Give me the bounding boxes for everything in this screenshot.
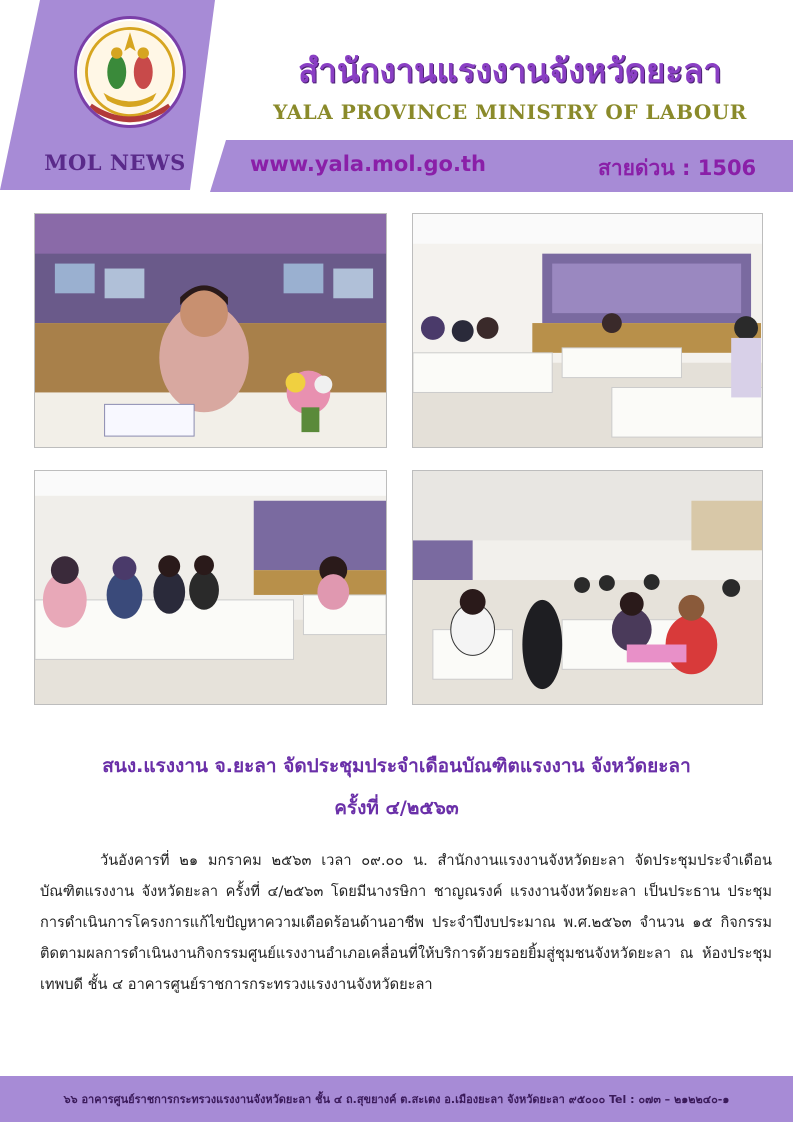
article-headline: สนง.แรงงาน จ.ยะลา จัดประชุมประจำเดือนบัณฑิตแรงงาน จังหวัดยะลา — [102, 755, 691, 777]
website-link[interactable]: www.yala.mol.go.th — [250, 152, 486, 176]
meeting-photo-chair — [34, 213, 387, 448]
meeting-photo-session — [412, 470, 763, 705]
mol-news-badge: MOL NEWS — [44, 150, 186, 175]
ministry-logo — [74, 16, 186, 128]
article-headline-session: ครั้งที่ ๔/๒๕๖๓ — [334, 797, 459, 819]
footer-bar — [0, 1076, 793, 1122]
meeting-photo-room — [412, 213, 763, 448]
footer-address: ๖๖ อาคารศูนย์ราชการกระทรวงแรงงานจังหวัดยะลา ชั้น ๔ ถ.สุขยางค์ ต.สะเตง อ.เมืองยะลา จังหวัดยะลา ๙๕๐๐๐ Tel : ๐๗๓ – ๒๑๒๒๔๐-๑ — [63, 1093, 730, 1106]
office-title-thai: สำนักงานแรงงานจังหวัดยะลา — [298, 51, 722, 90]
article-body: วันอังคารที่ ๒๑ มกราคม ๒๕๖๓ เวลา ๐๙.๐๐ น. สำนักงานแรงงานจังหวัดยะลา จัดประชุมประจำเดือนบัณฑิตแรงงาน จังหวัดยะลา ครั้งที่ ๔/๒๕๖๓ โดยมีนางรษิกา ชาญณรงค์ แรงงานจังหวัดยะลา เป็นประธาน ประชุมการดำเนินการโครงการแก้ไขปัญหาความเดือดร้อนด้านอาชีพ ประจำปีงบประมาณ พ.ศ.๒๕๖๓ จำนวน ๑๕ กิจกรรม ติดตามผลการดำเนินงานกิจกรรมศูนย์แรงงานอำเภอเคลื่อนที่ให้บริการด้วยรอยยิ้มสู่ชุมชนจังหวัดยะลา ณ ห้องประชุมเทพบดี ชั้น ๔ อาคารศูนย์ราชการกระทรวงแรงงานจังหวัดยะลา — [40, 852, 772, 993]
office-title-english: YALA PROVINCE MINISTRY OF LABOUR — [273, 100, 747, 124]
meeting-photo-attendees — [34, 470, 387, 705]
hotline-number: สายด่วน : 1506 — [598, 156, 757, 180]
seal-icon — [77, 19, 183, 125]
